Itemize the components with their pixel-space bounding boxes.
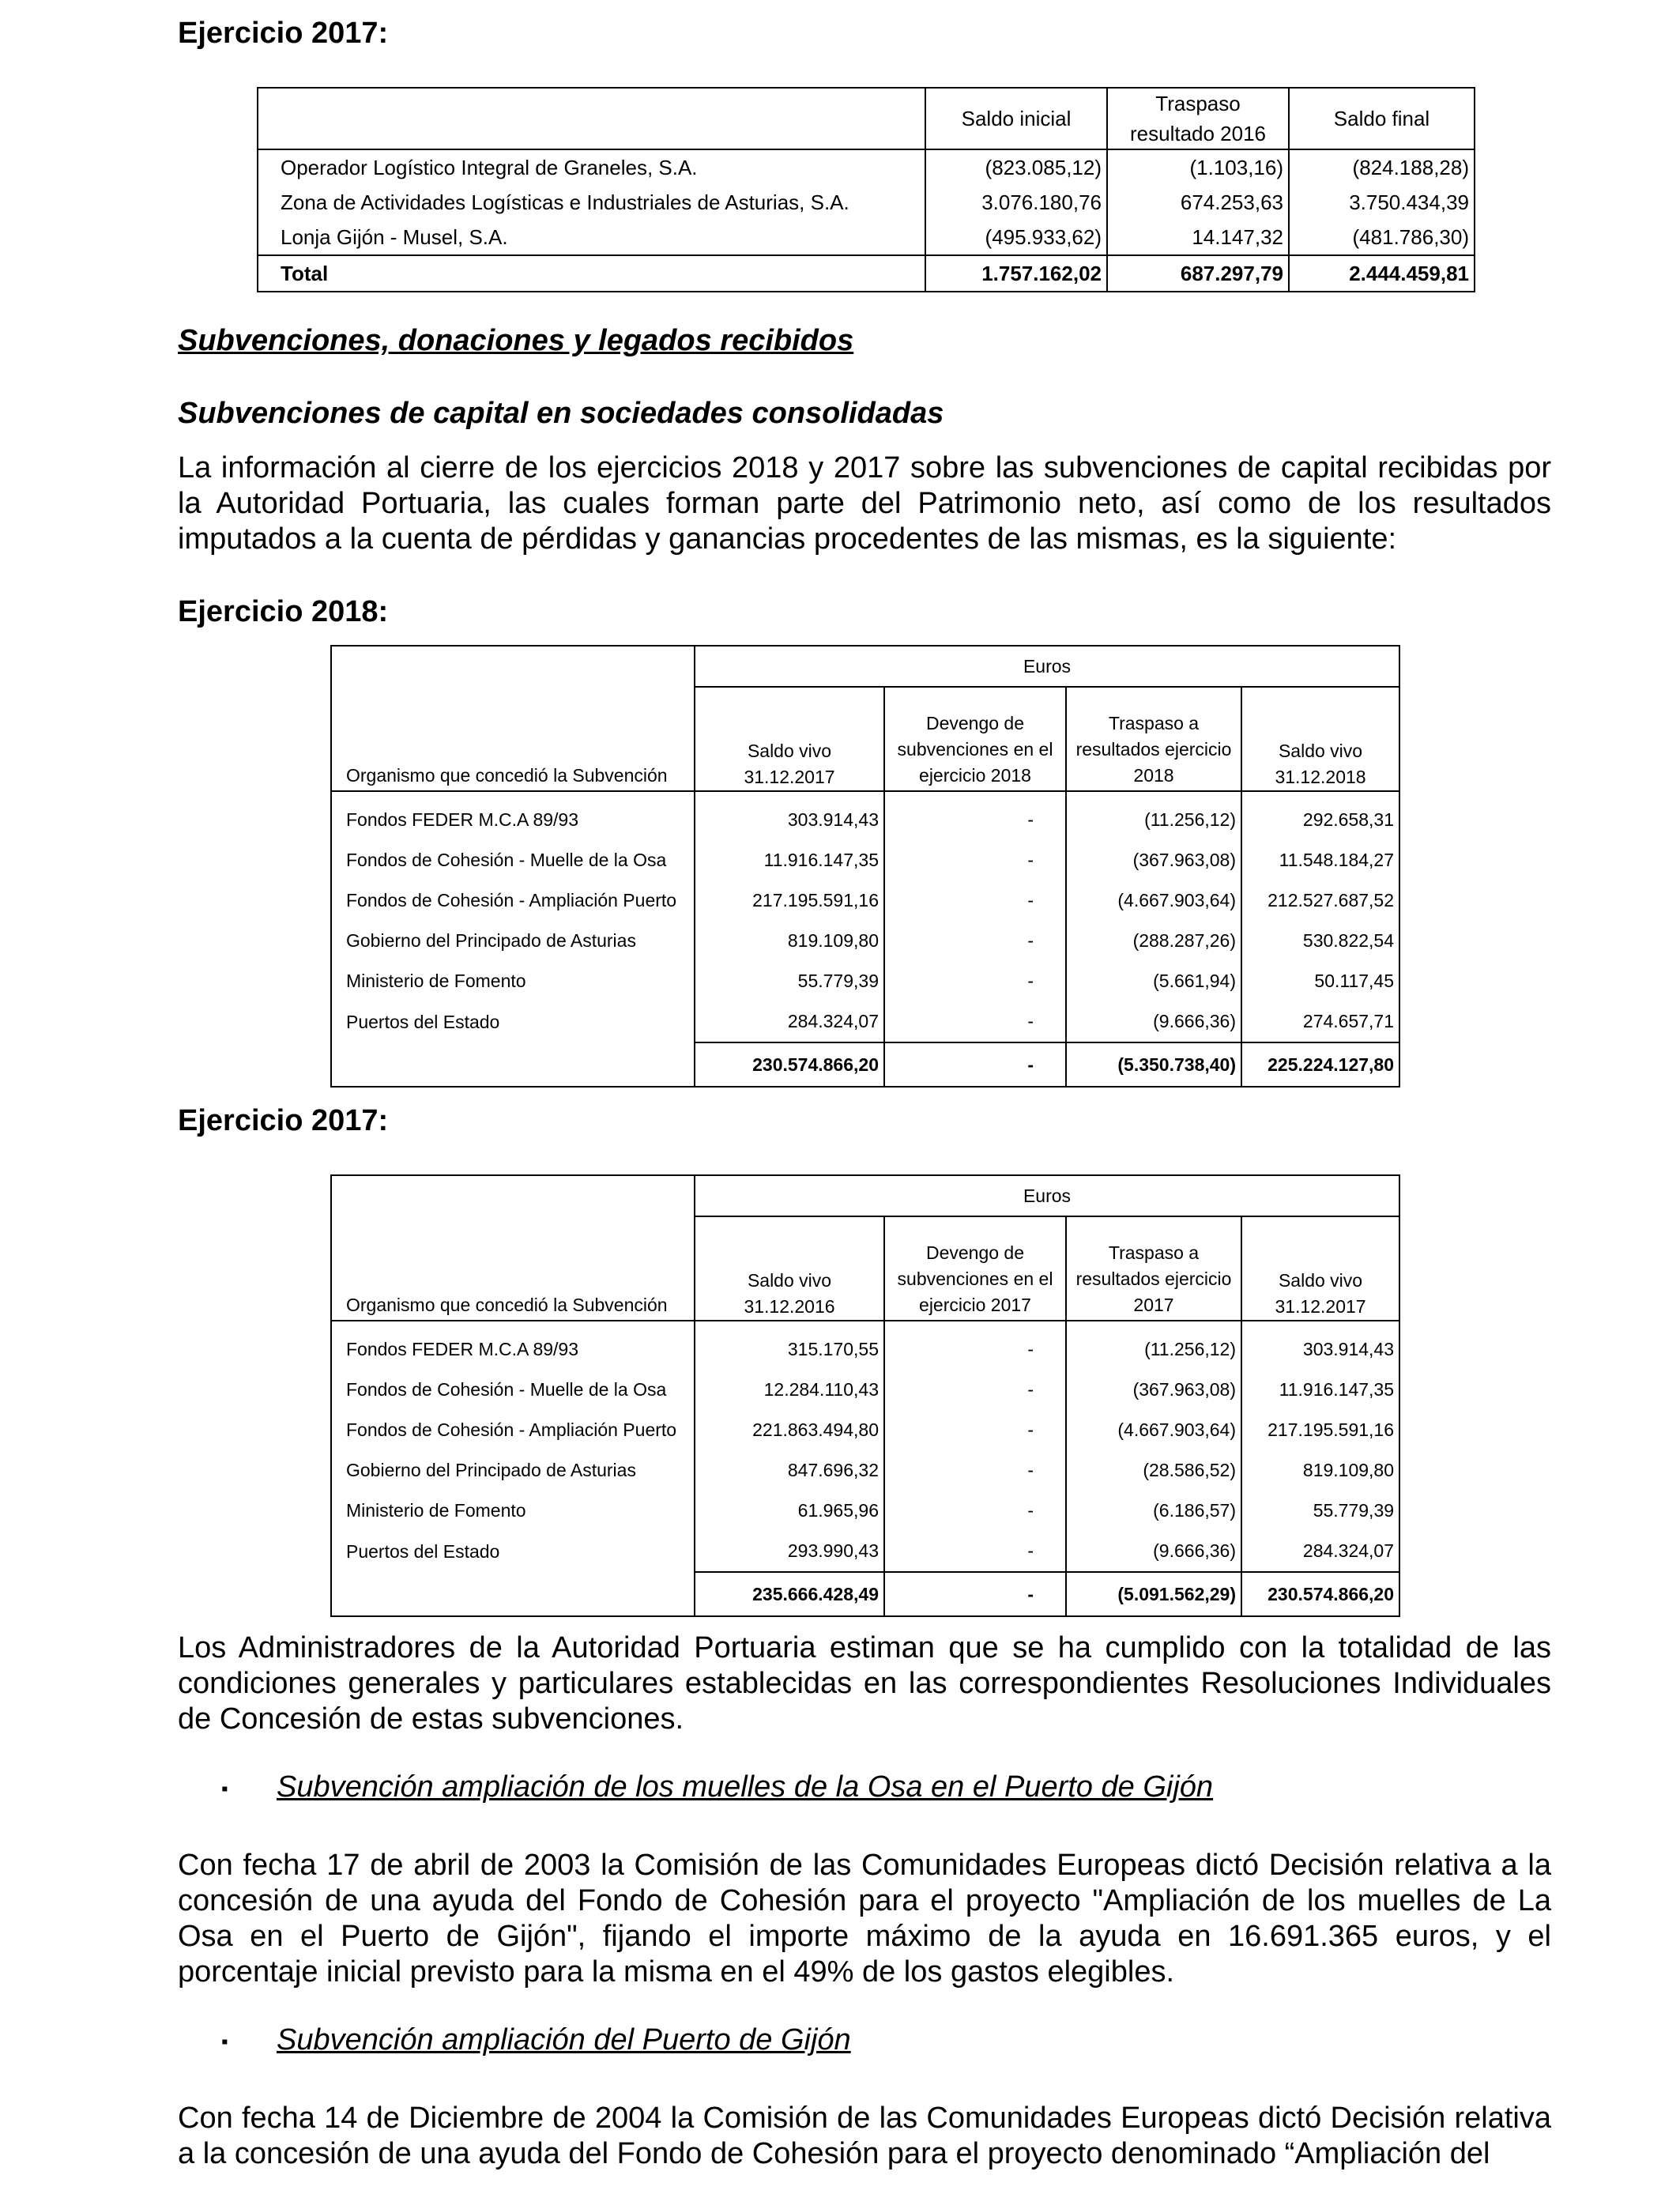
- spacer: [884, 1321, 1066, 1329]
- cell: -: [884, 1370, 1066, 1410]
- bullet-square-icon: ▪: [221, 2031, 228, 2053]
- cell: 12.284.110,43: [695, 1370, 884, 1410]
- blank-cell: [331, 1175, 695, 1216]
- total-label: [331, 1042, 695, 1087]
- header-cell: Devengo de subvenciones en el ejercicio 2018: [884, 687, 1066, 791]
- table-row: [258, 185, 1475, 220]
- table-header-row: [331, 1216, 1399, 1321]
- cell: -: [884, 1329, 1066, 1370]
- header-cell: Traspaso a resultados ejercicio 2018: [1066, 687, 1241, 791]
- header-cell: Devengo de subvenciones en el ejercicio 2017: [884, 1216, 1066, 1321]
- table-total-row: [331, 1042, 1399, 1087]
- table-total-row: [331, 1572, 1399, 1616]
- spacer: [331, 791, 695, 800]
- spacer: [1241, 1321, 1399, 1329]
- cell: 230.574.866,20: [1241, 1572, 1399, 1616]
- row-label: Fondos de Cohesión - Ampliación Puerto: [346, 890, 677, 910]
- spacer-row: [331, 791, 1399, 800]
- paragraph-administradores: Los Administradores de la Autoridad Portuaria estiman que se ha cumplido con la totalidad de las condiciones generales y particulares establecidas en las correspondientes Resoluciones Individuales de Concesión de estas subvenciones.: [178, 1631, 1551, 1736]
- bullet-title-puerto: Subvención ampliación del Puerto de Gijón: [277, 2023, 851, 2056]
- cell: 235.666.428,49: [695, 1572, 884, 1616]
- row-label: Fondos de Cohesión - Ampliación Puerto: [346, 1419, 677, 1440]
- cell: -: [884, 921, 1066, 961]
- paragraph-intro: La información al cierre de los ejercicios 2018 y 2017 sobre las subvenciones de capital recibidas por la Autoridad Portuaria, las cuales forman parte del Patrimonio neto, así como de los resultados imputados a la cuenta de pérdidas y ganancias procedentes de las mismas, es la siguiente:: [178, 451, 1551, 556]
- bullet-item-osa: [0, 1770, 1680, 1810]
- table-subvenciones-2017: [330, 1174, 1400, 1617]
- row-label: Puertos del Estado: [346, 1011, 500, 1032]
- table-header-row: [331, 687, 1399, 791]
- heading-subvenciones: Subvenciones, donaciones y legados recibidos: [178, 324, 854, 357]
- row-label: Ministerio de Fomento: [346, 971, 526, 991]
- row-label: Gobierno del Principado de Asturias: [346, 930, 636, 951]
- paragraph-osa: Con fecha 17 de abril de 2003 la Comisión de las Comunidades Europeas dictó Decisión relativa a la concesión de una ayuda del Fondo de Cohesión para el proyecto "Ampliación de los muelles de La Osa en el Puerto de Gijón", fijando el importe máximo de la ayuda en 16.691.365 euros, y el porcentaje inicial previsto para la misma en el 49% de los gastos elegibles.: [178, 1849, 1551, 1989]
- cell: 819.109,80: [1241, 1450, 1399, 1491]
- table-header-row: [258, 88, 1475, 149]
- blank-cell: [331, 646, 695, 687]
- cell: -: [884, 1450, 1066, 1491]
- row-label: Fondos de Cohesión - Muelle de la Osa: [346, 1379, 667, 1400]
- table-total-row: [258, 255, 1475, 292]
- spacer: [1241, 791, 1399, 800]
- spacer: [1066, 791, 1241, 800]
- cell: 61.965,96: [695, 1491, 884, 1531]
- table-row: [331, 1001, 1399, 1042]
- cell: 687.297,79: [1107, 255, 1289, 292]
- table-euros-row: [331, 646, 1399, 687]
- cell: (9.666,36): [1066, 1001, 1241, 1042]
- row-label: Puertos del Estado: [346, 1540, 500, 1562]
- euros-label: Euros: [695, 646, 1399, 687]
- cell: 315.170,55: [695, 1329, 884, 1370]
- cell: 230.574.866,20: [695, 1042, 884, 1087]
- cell: (1.103,16): [1107, 149, 1289, 185]
- cell: 11.916.147,35: [1241, 1370, 1399, 1410]
- cell: 530.822,54: [1241, 921, 1399, 961]
- cell: 217.195.591,16: [1241, 1410, 1399, 1450]
- cell: -: [884, 1572, 1066, 1616]
- cell: -: [884, 1531, 1066, 1572]
- table-euros-row: [331, 1175, 1399, 1216]
- bullet-item-puerto: [0, 2023, 1680, 2063]
- cell: -: [884, 1491, 1066, 1531]
- row-label: Ministerio de Fomento: [346, 1500, 526, 1521]
- spacer: [695, 791, 884, 800]
- cell: (288.287,26): [1066, 921, 1241, 961]
- cell: (5.350.738,40): [1066, 1042, 1241, 1087]
- cell: 292.658,31: [1241, 800, 1399, 840]
- cell: (823.085,12): [925, 149, 1107, 185]
- cell: 303.914,43: [695, 800, 884, 840]
- cell: 3.076.180,76: [925, 185, 1107, 220]
- header-cell: Saldo vivo 31.12.2016: [695, 1216, 884, 1321]
- table-row: [331, 1450, 1399, 1491]
- cell: 284.324,07: [695, 1001, 884, 1042]
- row-label: Gobierno del Principado de Asturias: [346, 1460, 636, 1480]
- total-label: [331, 1572, 695, 1616]
- table-row: [258, 220, 1475, 255]
- cell: (367.963,08): [1066, 840, 1241, 880]
- cell: -: [884, 840, 1066, 880]
- cell: 55.779,39: [695, 961, 884, 1001]
- cell: 11.548.184,27: [1241, 840, 1399, 880]
- cell: 303.914,43: [1241, 1329, 1399, 1370]
- table-row: [331, 1370, 1399, 1410]
- header-cell: Traspaso a resultados ejercicio 2017: [1066, 1216, 1241, 1321]
- table-row: [331, 1491, 1399, 1531]
- header-cell: Organismo que concedió la Subvención: [331, 687, 695, 791]
- cell: 293.990,43: [695, 1531, 884, 1572]
- heading-ejercicio-2017-top: Ejercicio 2017:: [178, 17, 389, 50]
- table-row: [331, 921, 1399, 961]
- heading-ejercicio-2017-bottom: Ejercicio 2017:: [178, 1104, 389, 1137]
- cell: (4.667.903,64): [1066, 880, 1241, 921]
- cell: 212.527.687,52: [1241, 880, 1399, 921]
- cell: 2.444.459,81: [1289, 255, 1475, 292]
- table-row: [331, 1329, 1399, 1370]
- total-label: Total: [258, 255, 925, 292]
- cell: (6.186,57): [1066, 1491, 1241, 1531]
- cell: 50.117,45: [1241, 961, 1399, 1001]
- cell: 55.779,39: [1241, 1491, 1399, 1531]
- spacer: [884, 791, 1066, 800]
- header-cell: Saldo inicial: [925, 88, 1107, 149]
- cell: -: [884, 1042, 1066, 1087]
- table-row: [331, 880, 1399, 921]
- spacer-row: [331, 1321, 1399, 1329]
- bullet-square-icon: ▪: [221, 1778, 228, 1800]
- spacer: [1066, 1321, 1241, 1329]
- table-traspaso-resultado-2017: [257, 87, 1475, 292]
- cell: (5.091.562,29): [1066, 1572, 1241, 1616]
- table-row: [331, 1531, 1399, 1572]
- table-subvenciones-2018: [330, 645, 1400, 1088]
- cell: (824.188,28): [1289, 149, 1475, 185]
- cell: (481.786,30): [1289, 220, 1475, 255]
- row-label: Lonja Gijón - Musel, S.A.: [281, 224, 508, 249]
- paragraph-puerto: Con fecha 14 de Diciembre de 2004 la Comisión de las Comunidades Europeas dictó Decisión relativa a la concesión de una ayuda del Fondo de Cohesión para el proyecto denominado “Ampliación del: [178, 2102, 1551, 2170]
- heading-subvenciones-capital: Subvenciones de capital en sociedades consolidadas: [178, 397, 944, 430]
- cell: -: [884, 880, 1066, 921]
- spacer: [331, 1321, 695, 1329]
- heading-ejercicio-2018: Ejercicio 2018:: [178, 595, 389, 628]
- row-label: Fondos de Cohesión - Muelle de la Osa: [346, 850, 667, 870]
- cell: (5.661,94): [1066, 961, 1241, 1001]
- cell: 221.863.494,80: [695, 1410, 884, 1450]
- row-label: Zona de Actividades Logísticas e Industriales de Asturias, S.A.: [281, 190, 849, 214]
- euros-label: Euros: [695, 1175, 1399, 1216]
- header-cell: Saldo final: [1289, 88, 1475, 149]
- cell: -: [884, 800, 1066, 840]
- cell: 3.750.434,39: [1289, 185, 1475, 220]
- header-cell: Saldo vivo 31.12.2017: [695, 687, 884, 791]
- cell: 1.757.162,02: [925, 255, 1107, 292]
- cell: 847.696,32: [695, 1450, 884, 1491]
- cell: 225.224.127,80: [1241, 1042, 1399, 1087]
- cell: (28.586,52): [1066, 1450, 1241, 1491]
- table-row: [331, 1410, 1399, 1450]
- cell: (11.256,12): [1066, 1329, 1241, 1370]
- header-cell: Saldo vivo 31.12.2018: [1241, 687, 1399, 791]
- cell: 819.109,80: [695, 921, 884, 961]
- cell: -: [884, 961, 1066, 1001]
- cell: (11.256,12): [1066, 800, 1241, 840]
- row-label: Fondos FEDER M.C.A 89/93: [346, 1339, 579, 1359]
- cell: -: [884, 1410, 1066, 1450]
- row-label: Fondos FEDER M.C.A 89/93: [346, 809, 579, 830]
- header-cell: Traspaso resultado 2016: [1107, 88, 1289, 149]
- cell: -: [884, 1001, 1066, 1042]
- header-cell: [258, 88, 925, 149]
- table-row: [258, 149, 1475, 185]
- table-row: [331, 840, 1399, 880]
- spacer: [695, 1321, 884, 1329]
- cell: 284.324,07: [1241, 1531, 1399, 1572]
- cell: (495.933,62): [925, 220, 1107, 255]
- header-cell: Organismo que concedió la Subvención: [331, 1216, 695, 1321]
- cell: 674.253,63: [1107, 185, 1289, 220]
- cell: 274.657,71: [1241, 1001, 1399, 1042]
- table-row: [331, 800, 1399, 840]
- cell: (4.667.903,64): [1066, 1410, 1241, 1450]
- header-cell: Saldo vivo 31.12.2017: [1241, 1216, 1399, 1321]
- cell: (9.666,36): [1066, 1531, 1241, 1572]
- cell: 217.195.591,16: [695, 880, 884, 921]
- table-row: [331, 961, 1399, 1001]
- row-label: Operador Logístico Integral de Graneles, S.A.: [281, 155, 698, 179]
- bullet-title-osa: Subvención ampliación de los muelles de la Osa en el Puerto de Gijón: [277, 1770, 1214, 1804]
- cell: 11.916.147,35: [695, 840, 884, 880]
- cell: 14.147,32: [1107, 220, 1289, 255]
- cell: (367.963,08): [1066, 1370, 1241, 1410]
